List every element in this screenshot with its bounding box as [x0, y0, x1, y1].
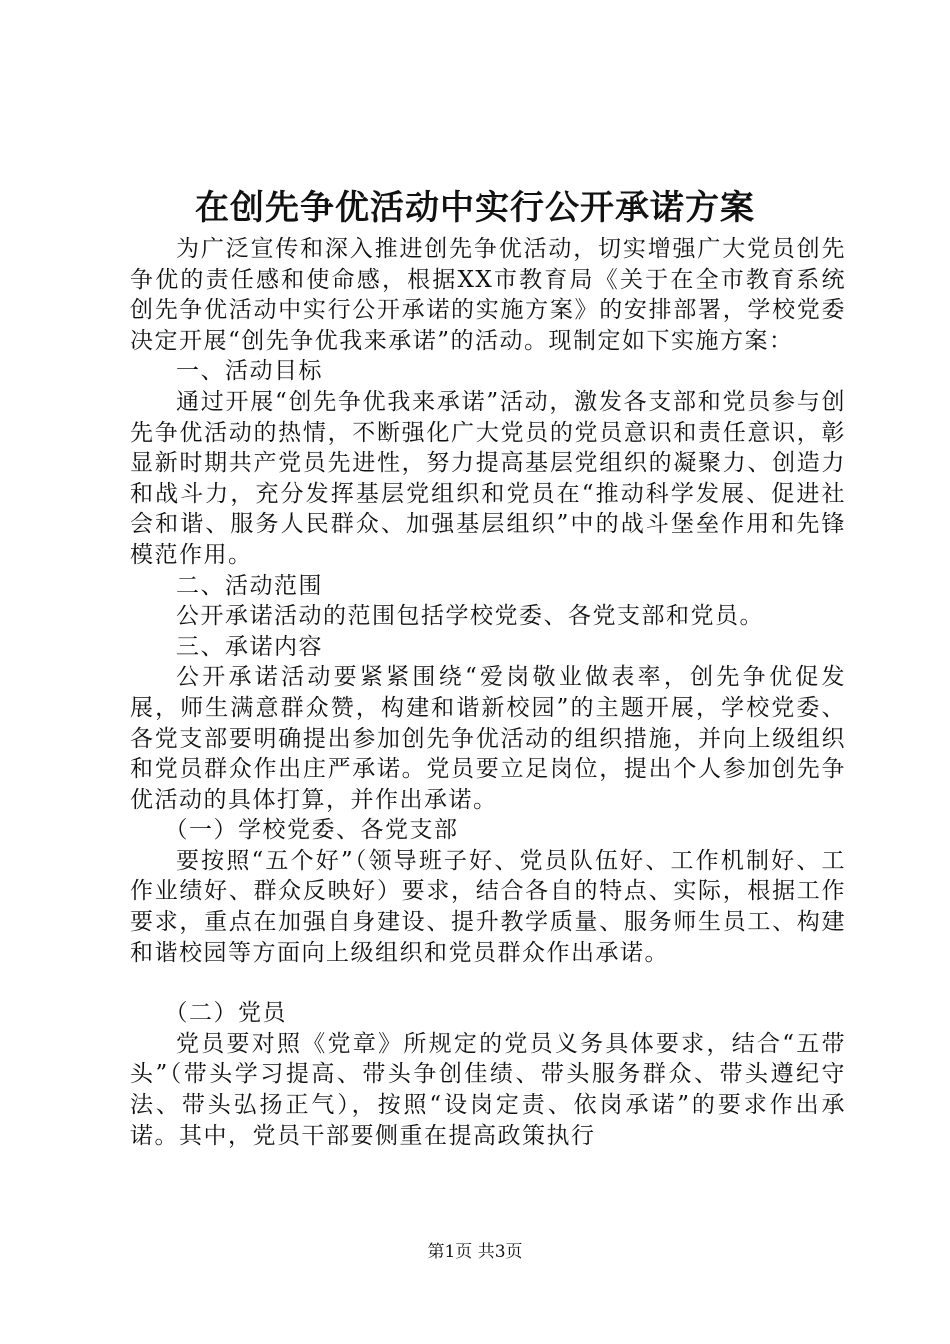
document-title: 在创先争优活动中实行公开承诺方案: [195, 188, 755, 228]
section-heading-goals: 一、活动目标: [176, 358, 323, 385]
subsection-heading-committee: （一）学校党委、各党支部: [164, 817, 459, 844]
committee-paragraph: 要按照“五个好”（领导班子好、党员队伍好、工作机制好、工作业绩好、群众反映好）要求，结合各自的特点、实际，根据工作要求，重点在加强自身建设、提升教学质量、服务师生员工、构建和谐校园等方面向上级组织和党员群众作出承诺。: [130, 847, 846, 966]
intro-paragraph: 为广泛宣传和深入推进创先争优活动，切实增强广大党员创先争优的责任感和使命感，根据XX市教育局《关于在全市教育系统创先争优活动中实行公开承诺的实施方案》的安排部署，学校党委决定开展“创先争优我来承诺”的活动。现制定如下实施方案：: [130, 236, 846, 354]
section-heading-content: 三、承诺内容: [176, 633, 323, 660]
document-body: [130, 234, 846, 1151]
subsection-heading-members: （二）党员: [164, 1000, 287, 1027]
members-paragraph: 党员要对照《党章》所规定的党员义务具体要求，结合“五带头”（带头学习提高、带头争创佳绩、带头服务群众、带头遵纪守法、带头弘扬正气），按照“设岗定责、依岗承诺”的要求作出承诺。其中，党员干部要侧重在提高政策执行: [130, 1030, 846, 1149]
goals-paragraph: 通过开展“创先争优我来承诺”活动，激发各支部和党员参与创先争优活动的热情，不断强化广大党员的党员意识和责任意识，彰显新时期共产党员先进性，努力提高基层党组织的凝聚力、创造力和战斗力，充分发挥基层党组织和党员在“推动科学发展、促进社会和谐、服务人民群众、加强基层组织”中的战斗堡垒作用和先锋模范作用。: [130, 388, 846, 568]
scope-paragraph: 公开承诺活动的范围包括学校党委、各党支部和党员。: [176, 603, 764, 630]
section-heading-scope: 二、活动范围: [176, 572, 323, 599]
page-footer: 第1页 共3页: [427, 1242, 523, 1262]
content-paragraph: 公开承诺活动要紧紧围绕“爱岗敬业做表率，创先争优促发展，师生满意群众赞，构建和谐新校园”的主题开展，学校党委、各党支部要明确提出参加创先争优活动的组织措施，并向上级组织和党员群众作出庄严承诺。党员要立足岗位，提出个人参加创先争优活动的具体打算，并作出承诺。: [130, 664, 846, 813]
